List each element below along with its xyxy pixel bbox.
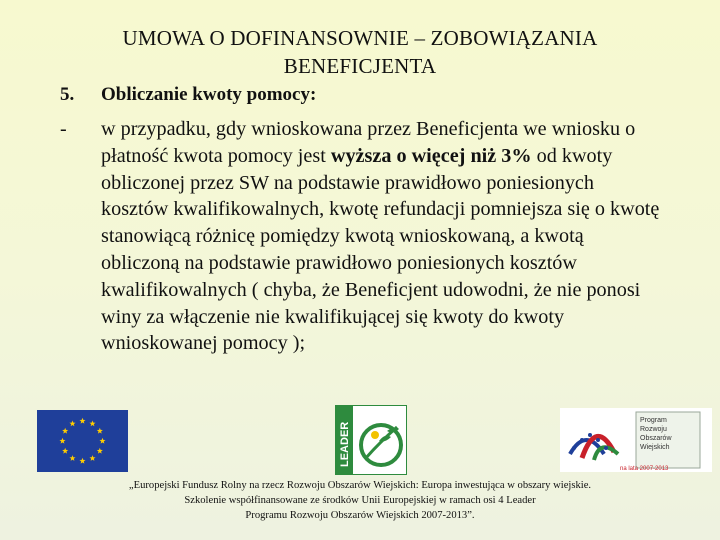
body-paragraph: [101, 116, 661, 357]
body-text-part-1: w przypadku, gdy wnioskowana przez Beneficjenta we wniosku o płatność kwota pomocy jest: [101, 118, 636, 167]
prow-logo-icon: [560, 408, 712, 472]
footer-note: [60, 478, 660, 523]
body-text-bold: wyższa o więcej niż 3%: [330, 144, 532, 167]
prow-line-2: Rozwoju: [640, 426, 667, 433]
prow-line-3: Obszarów: [640, 435, 672, 442]
leader-text: LEADER: [339, 421, 351, 467]
eu-flag-icon: [37, 410, 128, 472]
footer-line-3: Programu Rozwoju Obszarów Wiejskich 2007-2013”.: [245, 510, 475, 521]
title-line-2: BENEFICJENTA: [283, 54, 437, 78]
leader-logo-icon: [335, 405, 407, 475]
title-line-1: UMOWA O DOFINANSOWNIE – ZOBOWIĄZANIA: [122, 26, 598, 50]
section-heading: Obliczanie kwoty pomocy:: [101, 84, 317, 105]
footer-line-2: Szkolenie współfinansowane ze środków Unii Europejskiej w ramach osi 4 Leader: [184, 495, 536, 506]
footer-line-1: „Europejski Fundusz Rolny na rzecz Rozwoju Obszarów Wiejskich: Europa inwestująca w obszary wiejskie.: [128, 480, 592, 491]
prow-line-4: Wiejskich: [640, 444, 670, 451]
bullet-marker: -: [60, 118, 67, 140]
prow-line-1: Program: [640, 417, 667, 424]
section-number: 5.: [60, 84, 75, 105]
prow-line-5: na lata 2007-2013: [620, 466, 669, 472]
page-title: [60, 24, 660, 80]
body-text-part-2: od kwoty obliczonej przez SW na podstawie prawidłowo poniesionych kosztów kwalifikowalnych, kwotę refundacji pomniejsza się o kwotę stanowiącą różnicę pomiędzy kwotą wnioskowaną, a kwotą obliczoną na podstawie prawidłowo poniesionych kosztów kwalifikowalnych ( chyba, że Beneficjent udowodni, że nie ponosi winy za włączenie nie kwalifikującej się kwoty do kwoty wnioskowanej pomocy );: [101, 144, 660, 355]
